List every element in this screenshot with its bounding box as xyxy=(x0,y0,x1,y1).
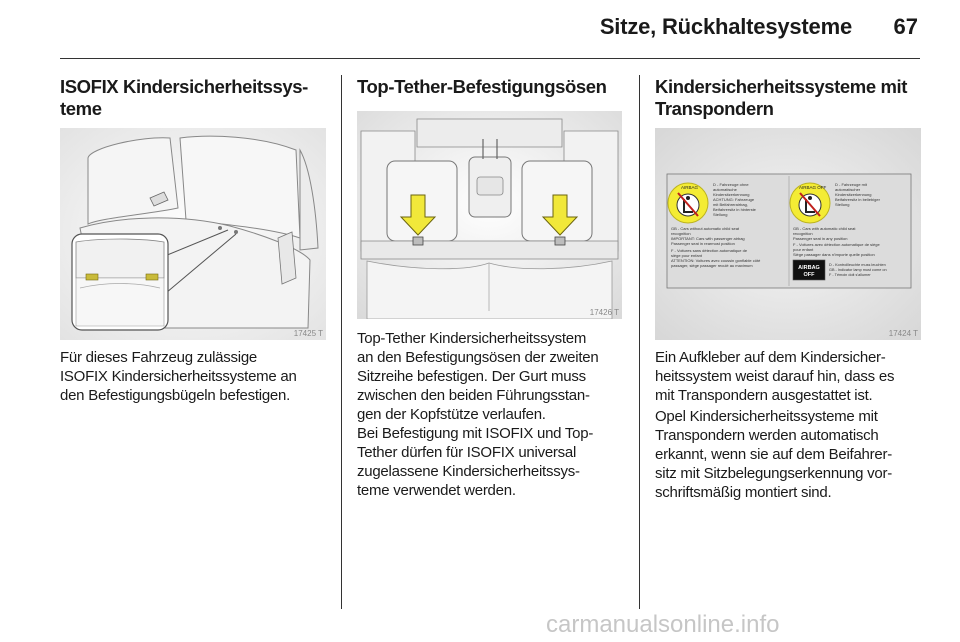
text-line: Für dieses Fahrzeug zulässige xyxy=(60,349,258,366)
isofix-seat-illustration xyxy=(60,128,326,340)
heading-transponder xyxy=(655,76,921,120)
label-text: automatische xyxy=(713,187,737,192)
airbag-off-text: OFF xyxy=(803,272,815,278)
label-text: ATTENTION: Voitures avec coussin gonflable côté xyxy=(671,258,761,263)
watermark: carmanualsonline.info xyxy=(546,611,780,638)
heading-line: ISOFIX Kindersicherheitssys- xyxy=(60,76,308,97)
label-text: GB - Cars without automatic child seat xyxy=(671,226,740,231)
paragraph xyxy=(357,329,598,424)
text-line: gen der Kopfstütze verlaufen. xyxy=(357,406,546,423)
text-line: Bei Befestigung mit ISOFIX und Top- xyxy=(357,425,594,442)
paragraph xyxy=(60,348,297,405)
label-text: automatischer xyxy=(835,187,861,192)
label-text: F - Voitures sans détection automatique de xyxy=(671,248,748,253)
airbag-off-text: AIRBAG xyxy=(798,265,820,271)
text-line: zwischen den beiden Führungsstan- xyxy=(357,387,590,404)
paragraph xyxy=(655,407,892,502)
heading-line: Kindersicherheitssysteme mit xyxy=(655,76,908,97)
transponder-label-illustration xyxy=(655,128,921,340)
text-line: erkannt, wenn sie auf dem Beifahrer- xyxy=(655,446,892,463)
label-text: Stellung xyxy=(835,202,850,207)
label-text: recognition xyxy=(671,231,691,236)
heading-top-tether xyxy=(357,76,622,98)
heading-line: teme xyxy=(60,98,102,119)
top-tether-illustration xyxy=(357,111,622,319)
figure-code: 17424 T xyxy=(888,329,918,338)
figure-top-tether xyxy=(357,111,622,319)
text-line: Ein Aufkleber auf dem Kindersicher- xyxy=(655,349,886,366)
heading-line: Transpondern xyxy=(655,98,774,119)
text-line: ISOFIX Kindersicherheitssysteme an xyxy=(60,368,297,385)
text-line: Opel Kindersicherheitssysteme mit xyxy=(655,408,878,425)
label-text: mit Beifahrerairbag, xyxy=(713,202,748,207)
label-text: recognition xyxy=(793,231,813,236)
text-line: zugelassene Kindersicherheitssys- xyxy=(357,463,580,480)
airbag-off-indicator xyxy=(793,260,825,280)
label-text: Kindersitzerkennung xyxy=(835,192,872,197)
figure-isofix-seat xyxy=(60,128,326,340)
text-line: schriftsmäßig montiert sind. xyxy=(655,484,832,501)
label-text: D - Fahrzeuge mit xyxy=(835,182,868,187)
label-text: Passenger seat in rearmost position xyxy=(671,241,735,246)
heading-isofix xyxy=(60,76,326,120)
label-text: Stellung xyxy=(713,212,728,217)
text-line: an den Befestigungsösen der zweiten xyxy=(357,349,599,366)
text-line: Transpondern werden automatisch xyxy=(655,427,879,444)
heading-line: Top-Tether-Befestigungsösen xyxy=(357,76,607,97)
label-text: F - Voitures avec détection automatique de siège xyxy=(793,242,880,247)
text-line: Tether dürfen für ISOFIX universal xyxy=(357,444,577,461)
header-rule xyxy=(60,58,920,59)
label-text: Beifahrersitz in beliebiger xyxy=(835,197,880,202)
label-text: IMPORTANT: Cars with passenger airbag xyxy=(671,236,745,241)
text-line: sitz mit Sitzbelegungserkennung vor- xyxy=(655,465,892,482)
figure-transponder-label xyxy=(655,128,921,340)
figure-code: 17425 T xyxy=(293,329,323,338)
label-text: D - Fahrzeuge ohne xyxy=(713,182,749,187)
text-line: mit Transpondern ausgestattet ist. xyxy=(655,387,873,404)
column-transponder xyxy=(655,76,921,501)
label-text: Kindersitzerkennung xyxy=(713,192,750,197)
label-text: siège pour enfant xyxy=(671,253,702,258)
paragraph xyxy=(655,348,894,405)
column-divider-1 xyxy=(341,75,342,609)
airbag-badge-left-text: AIRBAG xyxy=(681,185,699,190)
text-line: Top-Tether Kindersicherheitssystem xyxy=(357,330,587,347)
label-text: F - Témoin doit s'allumer xyxy=(829,273,871,277)
airbag-badge-right-icon xyxy=(790,183,830,223)
label-text: Siège passager dans n'importe quelle position xyxy=(793,252,875,257)
label-text: pour enfant xyxy=(793,247,814,252)
text-line: den Befestigungsbügeln befestigen. xyxy=(60,387,291,404)
airbag-badge-right-text: AIRBAG OFF xyxy=(799,185,827,190)
page-number: 67 xyxy=(893,14,918,39)
label-text: D - Kontrollleuchte muss leuchten xyxy=(829,263,886,267)
text-line: teme verwendet werden. xyxy=(357,482,516,499)
column-isofix xyxy=(60,76,326,404)
column-top-tether xyxy=(357,76,622,499)
text-line: Sitzreihe befestigen. Der Gurt muss xyxy=(357,368,586,385)
label-text: Beifahrersitz in hinterste xyxy=(713,207,756,212)
label-text: GB - Indicator lamp must come on xyxy=(829,268,887,272)
page-header-title: Sitze, Rückhaltesysteme xyxy=(599,14,852,39)
label-text: ACHTUNG: Fahrzeuge xyxy=(713,197,755,202)
label-text: GB - Cars with automatic child seat xyxy=(793,226,856,231)
figure-code: 17426 T xyxy=(589,308,619,317)
label-text: Passenger seat in any position xyxy=(793,236,848,241)
label-text: passager, siège passager reculé au maximum xyxy=(671,263,753,268)
airbag-badge-left-icon xyxy=(668,183,708,223)
text-line: heitssystem weist darauf hin, dass es xyxy=(655,368,895,385)
column-divider-2 xyxy=(639,75,640,609)
paragraph xyxy=(357,424,593,500)
